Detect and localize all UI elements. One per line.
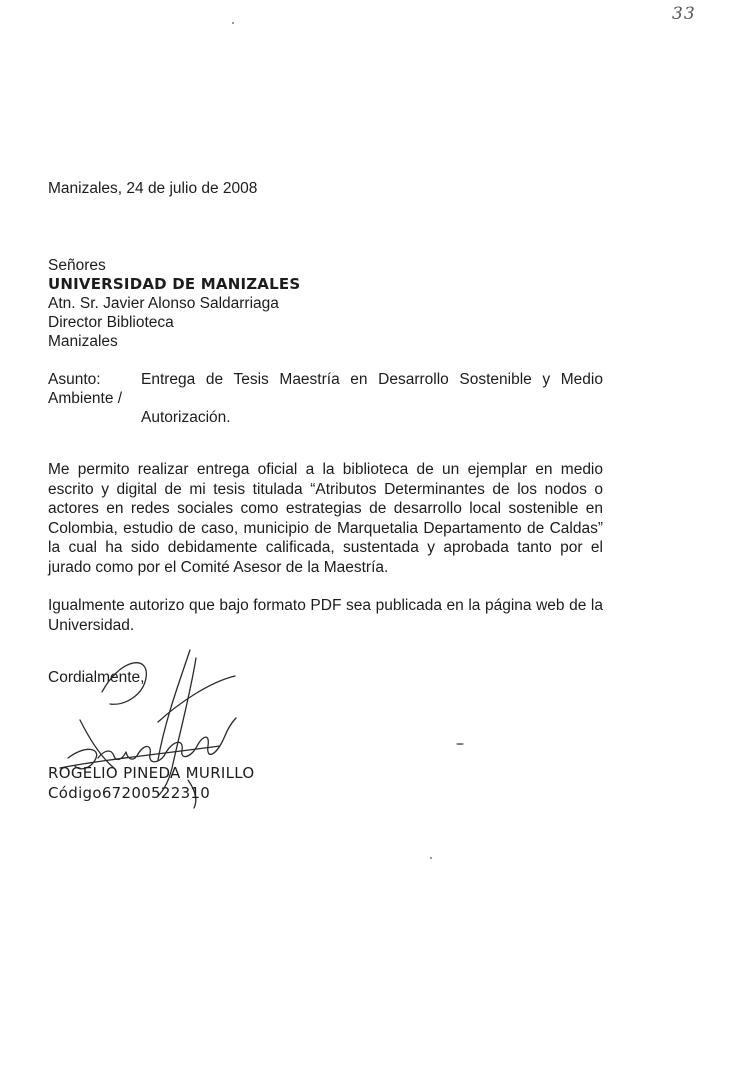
page-number: 33	[672, 4, 696, 24]
subject-text: Entrega de Tesis Maestría en Desarrollo Sostenible y Medio	[141, 371, 603, 388]
scan-speck	[456, 743, 464, 745]
recipient-city: Manizales	[48, 333, 118, 350]
recipient-attention: Atn. Sr. Javier Alonso Saldarriaga	[48, 295, 279, 312]
recipient-position: Director Biblioteca	[48, 314, 174, 331]
letter-date: Manizales, 24 de julio de 2008	[48, 180, 258, 197]
body-paragraph-authorization: Igualmente autorizo que bajo formato PDF sea publicada en la página web de la Universidad.	[48, 597, 603, 634]
body-paragraph-delivery: Me permito realizar entrega oficial a la biblioteca de un ejemplar en medio escrito y digital de mi tesis titulada “Atributos Determinantes de los nodos o actores en redes sociales como estrategias de desarrollo local sostenible en Colombia, estudio de caso, municipio de Marquetalia Departamento de Caldas” la cual ha sido debidamente calificada, sustentada y aprobada tanto por el jurado como por el Comité Asesor de la Maestría.	[48, 461, 603, 576]
recipient-address	[48, 256, 300, 351]
closing: Cordialmente,	[48, 669, 145, 686]
subject-continuation: Ambiente /	[48, 390, 123, 407]
subject-authorization: Autorización.	[141, 409, 231, 426]
salutation: Señores	[48, 257, 106, 274]
signer-name: ROGELIO PINEDA MURILLO	[48, 764, 255, 782]
signer-code: Código67200522310	[48, 784, 211, 802]
subject-label: Asunto:	[48, 371, 101, 388]
recipient-institution: UNIVERSIDAD DE MANIZALES	[48, 275, 301, 293]
scan-speck	[430, 857, 432, 859]
scan-speck	[232, 22, 234, 24]
